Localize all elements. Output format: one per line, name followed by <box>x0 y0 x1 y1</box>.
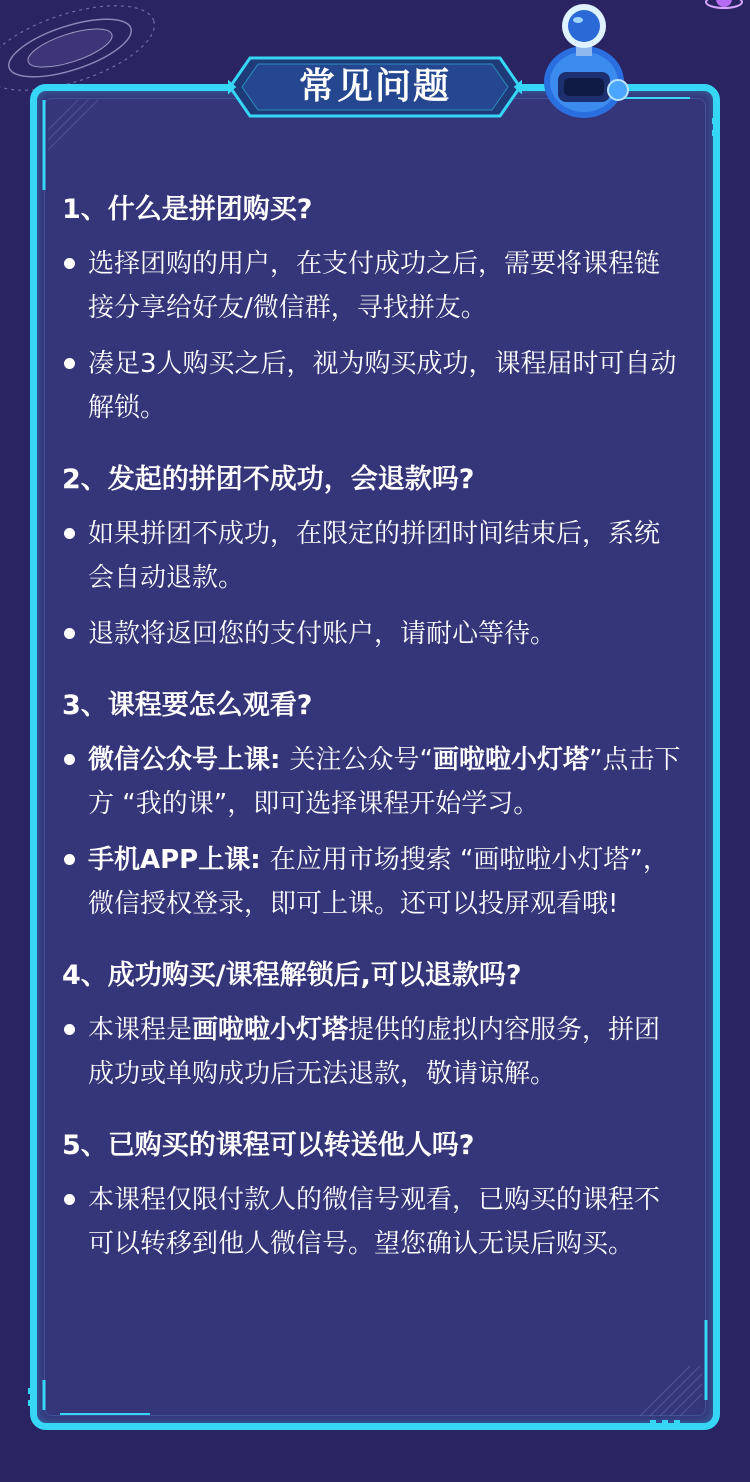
answer-label: 手机APP上课: <box>88 845 270 875</box>
faq-answer: 微信公众号上课: 关注公众号“画啦啦小灯塔”点击下方 “我的课”，即可选择课程开始学习。 <box>62 738 682 826</box>
faq-question: 3、课程要怎么观看? <box>62 690 313 721</box>
bullet-icon <box>64 1024 75 1035</box>
faq-answer: 如果拼团不成功，在限定的拼团时间结束后，系统会自动退款。 <box>62 512 682 600</box>
faq-answer: 手机APP上课: 在应用市场搜索 “画啦啦小灯塔”，微信授权登录，即可上课。还可以投屏观看哦! <box>62 838 682 926</box>
faq-answer: 本课程仅限付款人的微信号观看，已购买的课程不可以转移到他人微信号。望您确认无误后购买。 <box>62 1178 682 1266</box>
faq-answer: 凑足3人购买之后，视为购买成功，课程届时可自动解锁。 <box>62 342 682 430</box>
bullet-icon <box>64 754 75 765</box>
faq-answer: 退款将返回您的支付账户，请耐心等待。 <box>62 612 682 656</box>
faq-item-2 <box>62 460 682 656</box>
faq-question: 5、已购买的课程可以转送他人吗? <box>62 1130 475 1161</box>
bullet-icon <box>64 258 75 269</box>
title-badge <box>228 56 522 118</box>
faq-answer: 选择团购的用户，在支付成功之后，需要将课程链接分享给好友/微信群，寻找拼友。 <box>62 242 682 330</box>
bullet-icon <box>64 358 75 369</box>
bullet-icon <box>64 854 75 865</box>
faq-item-3 <box>62 686 682 926</box>
faq-item-5 <box>62 1126 682 1266</box>
faq-item-1 <box>62 190 682 430</box>
brand-name: 画啦啦小灯塔 <box>192 1015 349 1045</box>
astronaut-icon <box>538 0 630 120</box>
faq-question: 1、什么是拼团购买? <box>62 194 313 225</box>
page-title: 常见问题 <box>298 66 451 107</box>
brand-name: 画啦啦小灯塔 <box>432 745 589 775</box>
faq-list <box>62 190 682 1296</box>
answer-label: 微信公众号上课: <box>88 745 290 775</box>
faq-question: 4、成功购买/课程解锁后,可以退款吗? <box>62 960 522 991</box>
planet-icon <box>700 0 744 14</box>
faq-answer: 本课程是画啦啦小灯塔提供的虚拟内容服务，拼团成功或单购成功后无法退款，敬请谅解。 <box>62 1008 682 1096</box>
bullet-icon <box>64 1194 75 1205</box>
bullet-icon <box>64 528 75 539</box>
faq-question: 2、发起的拼团不成功，会退款吗? <box>62 464 475 495</box>
bullet-icon <box>64 628 75 639</box>
faq-item-4 <box>62 956 682 1096</box>
